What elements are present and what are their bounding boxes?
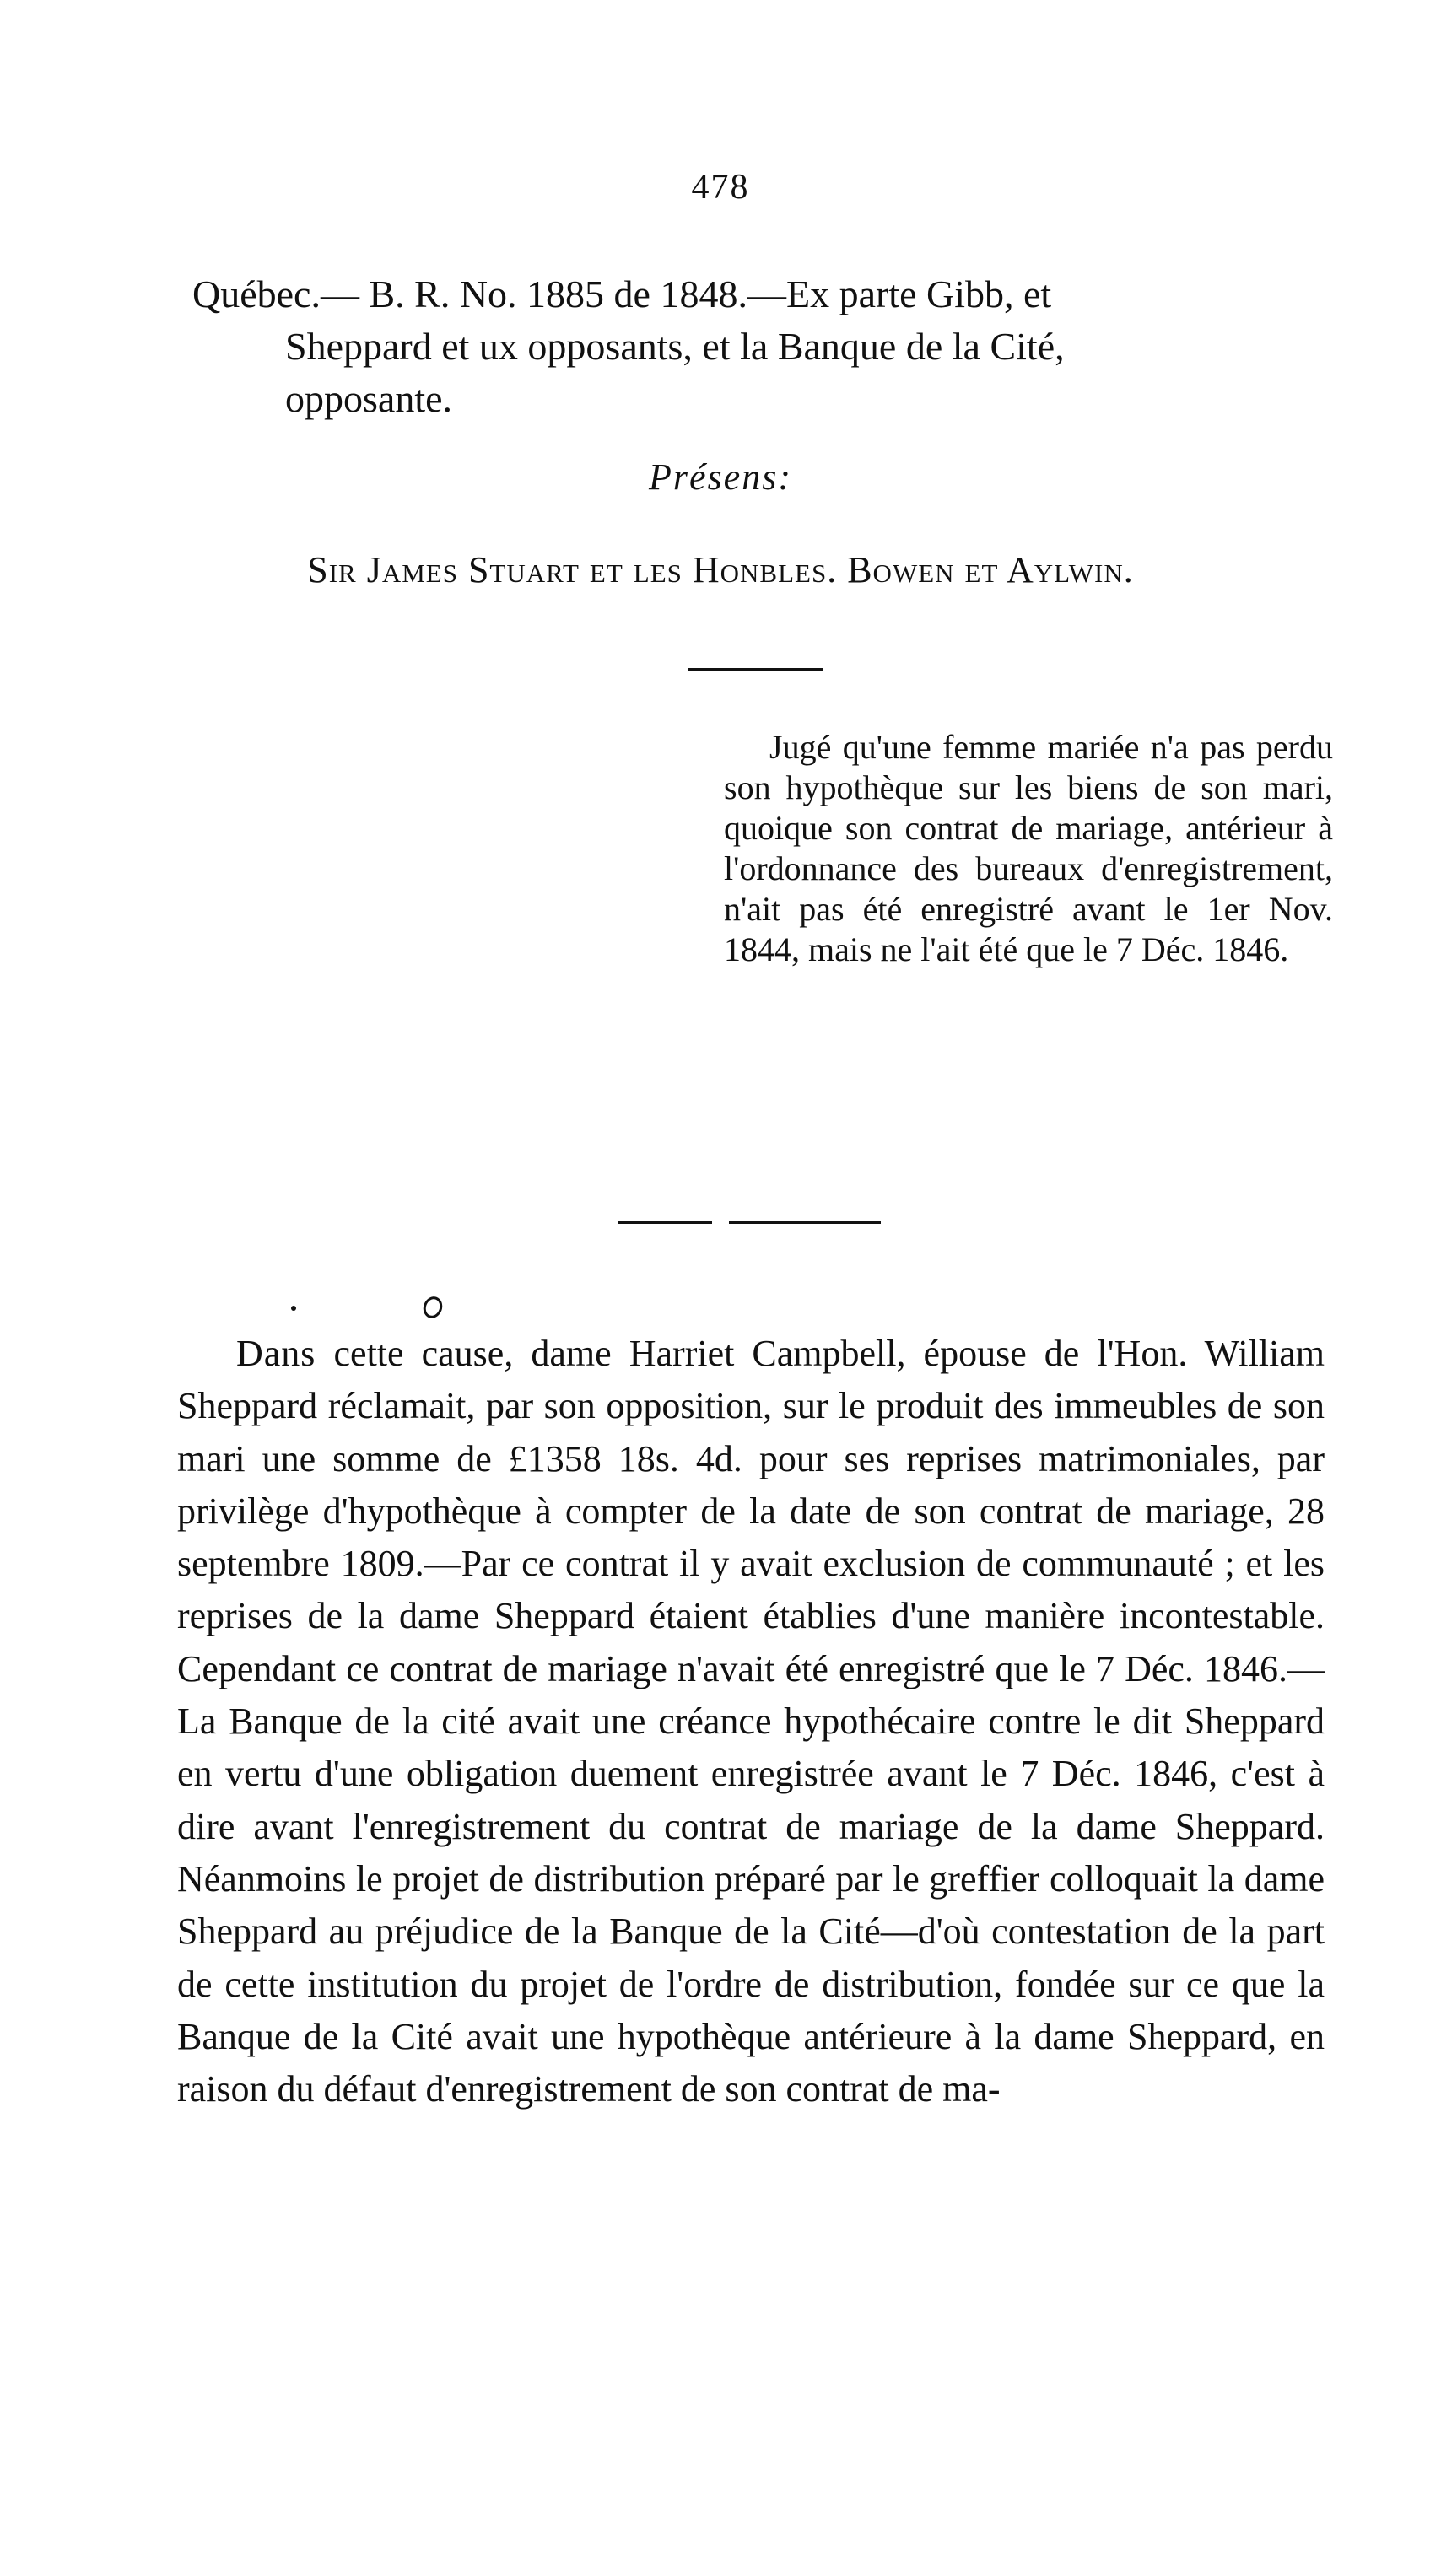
page-number: 478 bbox=[691, 168, 750, 207]
judges-line: Sir James Stuart et les Honbles. Bowen et Aylwin. bbox=[307, 549, 1134, 590]
case-heading-line-3: opposante. bbox=[285, 377, 453, 420]
opening-word: Dans bbox=[236, 1333, 316, 1374]
syllabus-note: Jugé qu'une femme mariée n'a pas perdu son hypothèque sur les biens de son mari, quoique son contrat de mariage, antérieur à l'ordonnance des bureaux d'enregistrement, n'ait pas été enregistré avant le 1er Nov. 1844, mais ne l'ait été que le 7 Déc. 1846. bbox=[724, 728, 1333, 968]
section-divider bbox=[688, 668, 823, 671]
print-speck bbox=[291, 1306, 296, 1311]
body-paragraph-text: cette cause, dame Harriet Campbell, épouse de l'Hon. William Sheppard réclamait, par son opposition, sur le produit des immeubles de son mari une somme de £1358 18s. 4d. pour ses reprises matrimoniales, par privilège d'hypothèque à compter de la date de son contrat de mariage, 28 septembre 1809.—Par ce contrat il y avait exclusion de communauté ; et les reprises de la dame Sheppard étaient établies d'une manière incontestable. Cependant ce contrat de mariage n'avait été enregistré que le 7 Déc. 1846.—La Banque de la cité avait une créance hypothécaire contre le dit Sheppard en vertu d'une obligation duement enregistrée avant le 7 Déc. 1846, c'est à dire avant l'enregistrement du contrat de mariage de la dame Sheppard. Néanmoins le projet de distribution préparé par le greffier colloquait la dame Sheppard au préjudice de la Banque de la Cité—d'où contestation de la part de cette institution du projet de l'ordre de distribution, fondée sur ce que la Banque de la Cité avait une hypothèque antérieure à la dame Sheppard, en raison du défaut d'enregistrement de son contrat de ma- bbox=[177, 1333, 1325, 2110]
case-heading bbox=[192, 268, 1333, 425]
section-divider-left bbox=[618, 1221, 712, 1224]
case-heading-line-2: Sheppard et ux opposants, et la Banque de la Cité, bbox=[285, 325, 1065, 368]
case-heading-line-1: Québec.— B. R. No. 1885 de 1848.—Ex parte Gibb, et bbox=[192, 272, 1052, 315]
body-paragraph bbox=[177, 1328, 1325, 2115]
ink-mark bbox=[420, 1294, 445, 1321]
section-divider-right bbox=[729, 1221, 881, 1224]
presens-label: Présens: bbox=[649, 456, 792, 498]
